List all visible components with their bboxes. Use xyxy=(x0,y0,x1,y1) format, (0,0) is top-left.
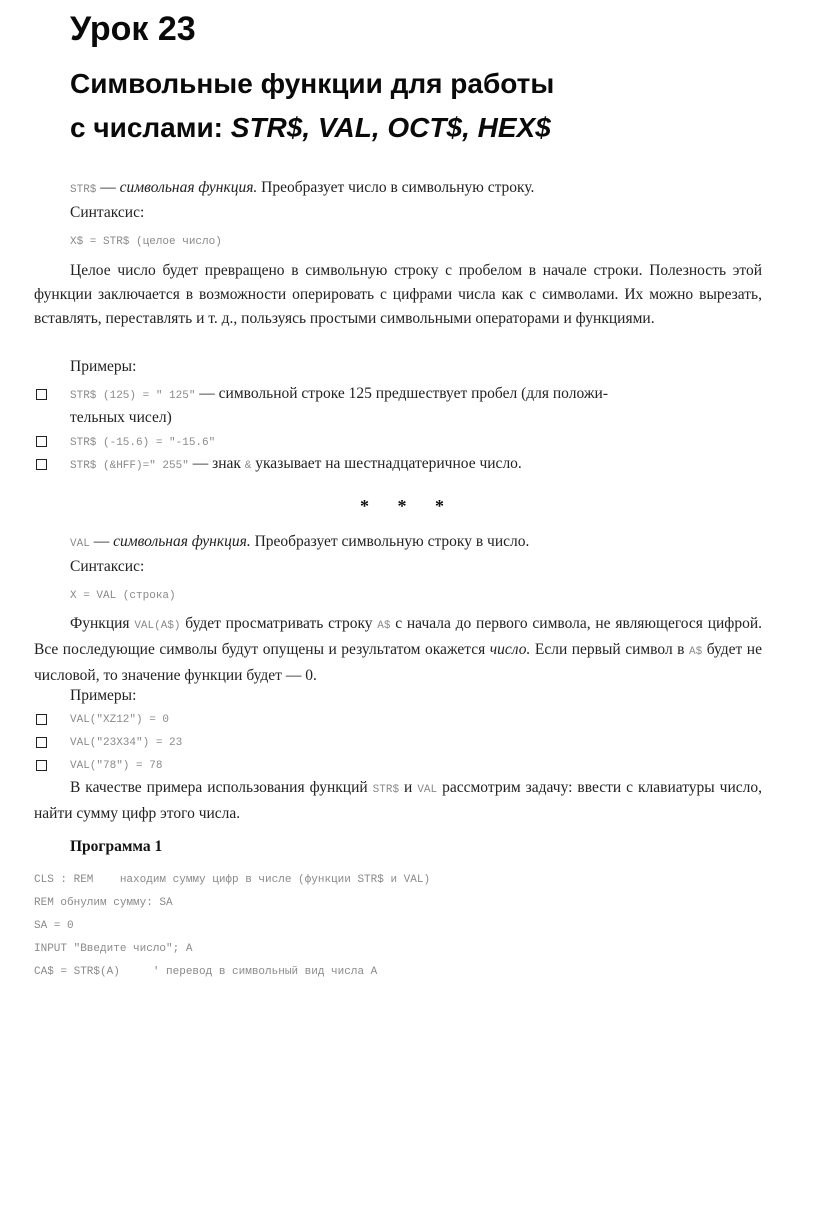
str-kind: символьная функция. xyxy=(119,179,258,196)
val-desc-part: Функция xyxy=(70,615,135,632)
str-dash: — xyxy=(96,179,120,196)
code-line: SA = 0 xyxy=(34,920,74,932)
example-code: STR$ (-15.6) = "-15.6" xyxy=(70,437,216,449)
val-example-2: VAL("23X34") = 23 xyxy=(70,737,183,749)
title-function-names: STR$, VAL, OCT$, HEX$ xyxy=(230,112,551,143)
lesson-title xyxy=(70,62,770,150)
val-syntax: X = VAL (строка) xyxy=(70,590,176,602)
ampersand-sign: & xyxy=(244,460,252,472)
code-line: CA$ = STR$(A) ' перевод в символьный вид числа A xyxy=(34,966,378,978)
task-part: и xyxy=(399,779,418,796)
lesson-number: Урок 23 xyxy=(70,10,196,48)
task-part: В качестве примера использования функций xyxy=(70,779,373,796)
val-desc-code: VAL(A$) xyxy=(134,620,181,632)
task-part: рассмотрим задачу: ввести с клавиатуры число, найти сумму цифр этого числа. xyxy=(34,779,763,822)
checkbox-bullet-icon xyxy=(36,737,47,748)
example-text: — символьной строке 125 предшествует пробел (для положи- xyxy=(195,385,608,402)
str-example-3 xyxy=(70,452,522,478)
str-example-1-continued: тельных чисел) xyxy=(70,409,172,426)
val-example-3: VAL("78") = 78 xyxy=(70,760,163,772)
val-definition xyxy=(70,530,770,556)
checkbox-bullet-icon xyxy=(36,389,47,400)
code-line: REM обнулим сумму: SA xyxy=(34,897,173,909)
val-desc-part: будет не числовой, то значение функции будет — 0. xyxy=(34,641,762,684)
val-kind: символьная функция. xyxy=(113,533,251,550)
checkbox-bullet-icon xyxy=(36,459,47,470)
str-examples-label: Примеры: xyxy=(70,358,137,375)
program-title: Программа 1 xyxy=(70,838,163,855)
val-keyword: VAL xyxy=(70,538,90,550)
val-desc-italic: число. xyxy=(489,641,531,658)
task-paragraph xyxy=(34,776,762,826)
str-keyword: STR$ xyxy=(70,184,97,196)
section-separator: * * * xyxy=(360,496,456,516)
example-code: STR$ (125) = " 125" xyxy=(70,390,196,402)
str-example-1 xyxy=(70,382,762,408)
val-desc-code: A$ xyxy=(689,646,703,658)
val-desc-code: A$ xyxy=(377,620,391,632)
val-desc-part: Если первый символ в xyxy=(530,641,689,658)
val-description xyxy=(34,612,762,688)
example-text: — знак xyxy=(188,455,245,472)
val-examples-label: Примеры: xyxy=(70,687,137,704)
val-desc-part: с начала до первого символа, не являющегося цифрой. Все последующие символы будут опущены и результатом окажется xyxy=(34,615,763,658)
str-definition-text: Преобразует число в символьную строку. xyxy=(257,179,535,196)
title-line-1: Символьные функции для работы xyxy=(70,68,555,99)
example-code: STR$ (&HFF)=" 255" xyxy=(70,460,189,472)
checkbox-bullet-icon xyxy=(36,760,47,771)
val-dash: — xyxy=(89,533,114,550)
task-code: VAL xyxy=(417,784,438,796)
example-text-after: указывает на шестнадцатеричное число. xyxy=(251,455,522,472)
code-line: INPUT "Введите число"; A xyxy=(34,943,193,955)
val-desc-part: будет просматривать строку xyxy=(180,615,378,632)
checkbox-bullet-icon xyxy=(36,714,47,725)
str-description: Целое число будет превращено в символьную строку с пробелом в начале строки. Полезность этой функции заключается в возможности оперировать с цифрами числа как с символами. Их можно вырезать, вставлять, переставлять и т. д., пользуясь простыми символьными операторами и функциями. xyxy=(34,262,762,327)
val-syntax-label: Синтаксис: xyxy=(70,558,145,575)
task-code: STR$ xyxy=(372,784,400,796)
code-line: CLS : REM находим сумму цифр в числе (функции STR$ и VAL) xyxy=(34,874,431,886)
val-example-1: VAL("XZ12") = 0 xyxy=(70,714,170,726)
checkbox-bullet-icon xyxy=(36,436,47,447)
val-definition-text: Преобразует символьную строку в число. xyxy=(250,533,530,550)
str-syntax: X$ = STR$ (целое число) xyxy=(70,236,222,248)
str-syntax-label: Синтаксис: xyxy=(70,204,145,221)
title-line-2-prefix: с числами: xyxy=(70,112,231,143)
str-definition xyxy=(70,176,770,202)
